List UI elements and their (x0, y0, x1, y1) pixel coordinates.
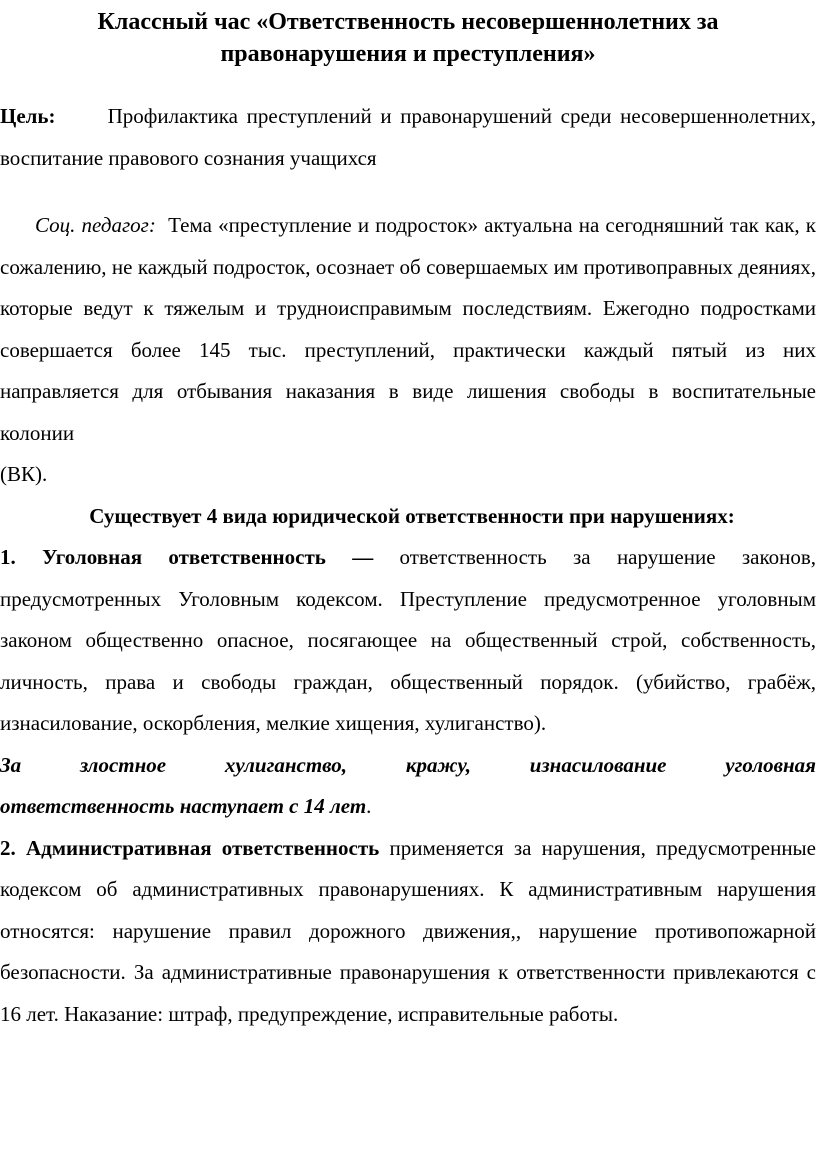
goal-label: Цель: (0, 104, 56, 128)
intro-tail: (ВК). (0, 462, 48, 486)
intro-paragraph (0, 205, 816, 454)
title-line-1: Классный час «Ответственность несовершеннолетних за (97, 9, 719, 35)
criminal-liability-heading: 1. Уголовная ответственность — (0, 545, 374, 569)
page-title (0, 0, 816, 70)
spacer (0, 179, 816, 205)
criminal-note-line-2-wrap (0, 786, 816, 828)
criminal-liability-paragraph (0, 537, 816, 745)
criminal-note-line-2: ответственность наступает с 14 лет (0, 794, 367, 818)
goal-text: Профилактика преступлений и правонарушений среди несовершеннолетних, воспитание правового сознания учащихся (0, 104, 816, 170)
goal-paragraph (0, 96, 816, 179)
intro-text: Тема «преступление и подросток» актуальна на сегодняшний так как, к сожалению, не каждый подросток, осознает об совершаемых им противоправных деяниях, которые ведут к тяжелым и трудноисправимым последствиям. Ежегодно подростками совершается более 145 тыс. преступлений, практически каждый пятый из них направляется для отбывания наказания в виде лишения свободы в воспитательные колонии (0, 213, 816, 445)
criminal-note-line-1: За злостное хулиганство, кражу, изнасилование уголовная (0, 752, 816, 777)
speaker-label: Соц. педагог: (35, 213, 156, 237)
criminal-note-end: . (366, 794, 372, 818)
criminal-liability-text: ответственность за нарушение законов, предусмотренных Уголовным кодексом. Преступление предусмотренное уголовным законом общественно опасное, посягающее на общественный строй, собственность, личность, права и свободы граждан, общественный порядок. (убийство, грабёж, изнасилование, оскорбления, мелкие хищения, хулиганство). (0, 545, 816, 735)
administrative-liability-text: применяется за нарушения, предусмотренные кодексом об административных правонарушениях. К административным нарушения относятся: нарушение правил дорожного движения,, нарушение противопожарной безопасности. За административные правонарушения к ответственности привлекаются с 16 лет. Наказание: штраф, предупреждение, исправительные работы. (0, 835, 816, 1026)
types-heading: Существует 4 вида юридической ответственности при нарушениях: (89, 503, 735, 528)
title-line-2: правонарушения и преступления» (220, 41, 596, 67)
administrative-liability-heading: 2. Административная ответственность (0, 835, 380, 860)
administrative-liability-paragraph (0, 828, 816, 1036)
